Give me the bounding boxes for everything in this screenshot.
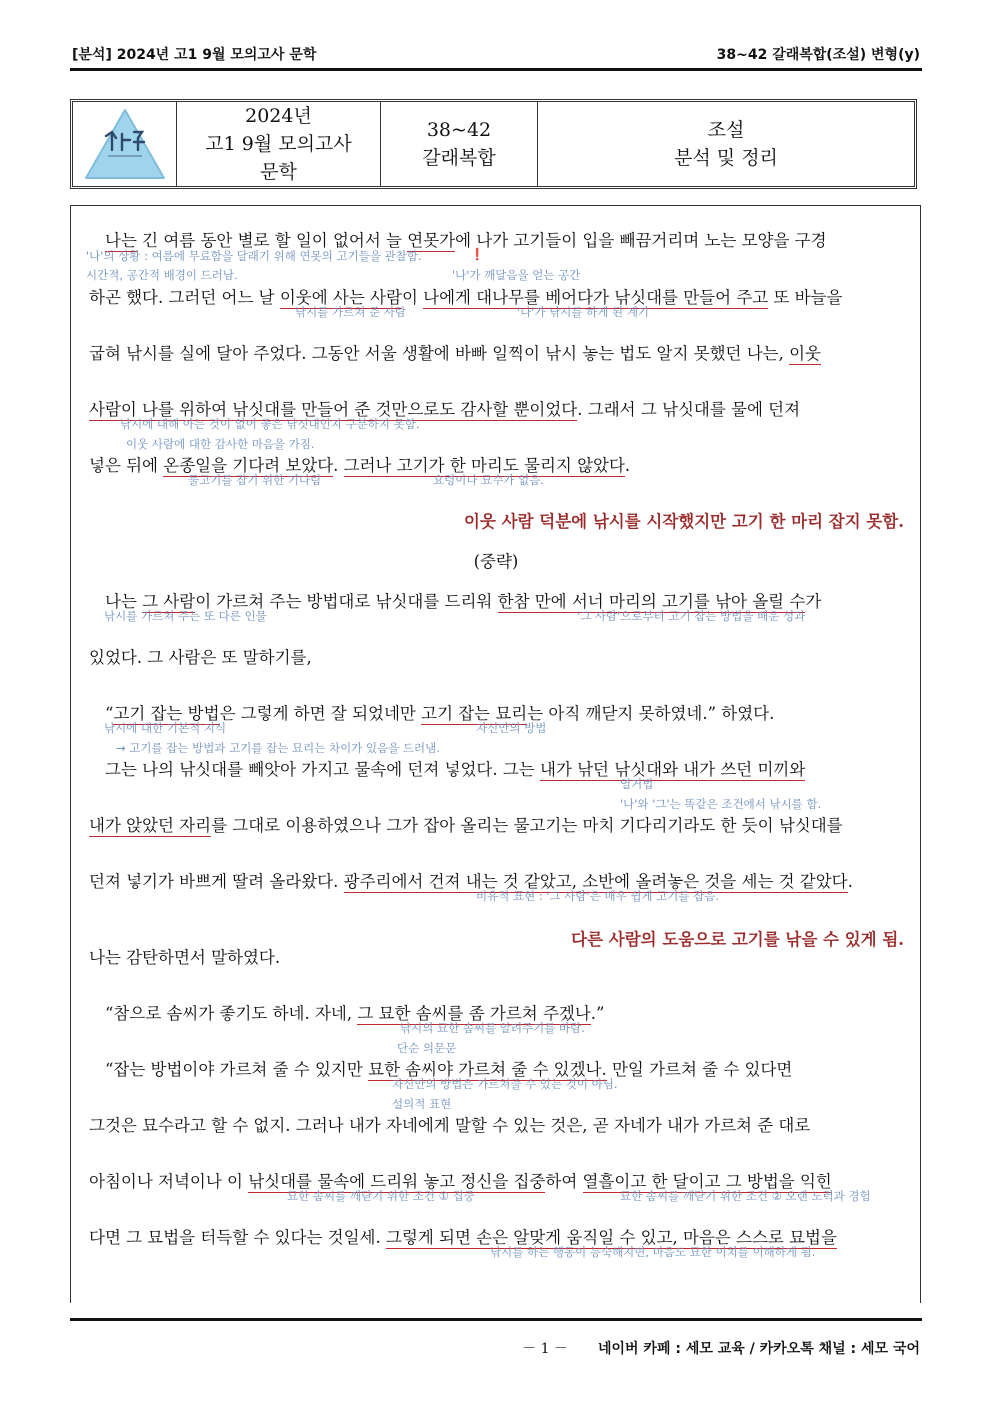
note-18: 낚시의 묘한 솜씨를 알려주기를 바람. [400,1021,585,1035]
note-17: 비유적 표현 : '그 사람'은 매우 쉽게 고기를 잡음. [476,889,720,903]
passage-line-16: 아침이나 저녁이나 이 낚싯대를 물속에 드리워 놓고 정신을 집중하여 열흘이고 한 달이고 그 방법을 익힌 [89,1172,832,1191]
note-8: 물고기를 잡기 위한 기다림 [188,473,322,487]
page-number: － 1 － [522,1341,568,1357]
note-21: 설의적 표현 [392,1097,452,1111]
note-1-mark: ❗ [470,247,485,261]
header-right: 38~42 갈래복합(조설) 변형(y) [716,47,920,63]
passage-line-15: 그것은 묘수라고 할 수 없지. 그러나 내가 자네에게 말할 수 있는 것은, 곧 자네가 내가 가르쳐 준 대로 [89,1116,811,1135]
footer-rule [70,1318,922,1321]
note-14: → 고기를 잡는 방법과 고기를 잡는 묘리는 차이가 있음을 드러냄. [116,741,440,755]
summary-1: 이웃 사람 덕분에 낚시를 시작했지만 고기 한 마리 잡지 못함. [464,512,904,531]
note-10: 낚시를 가르쳐 주는 또 다른 인물 [104,609,267,623]
exam-name: 고1 9월 모의고사 [205,133,352,155]
note-24: 낚시를 하는 행동이 능숙해지면, 마음도 묘한 이치를 이해하게 됨. [490,1245,816,1259]
exam-year: 2024년 [245,105,312,127]
passage-line-8: “고기 잡는 방법은 그렇게 하면 잘 되었네만 고기 잡는 묘리는 아직 깨닫지 못하였네.” 하였다. [105,704,775,723]
passage-line-13: “참으로 솜씨가 좋기도 하네. 자네, 그 묘한 솜씨를 좀 가르쳐 주겠나.” [105,1004,605,1023]
note-4: 낚시를 가르쳐 준 사람 [295,305,406,319]
note-9: 요령이나 묘수가 없음. [433,473,544,487]
topic-subtitle: 분석 및 정리 [674,147,778,169]
logo-cell [73,102,177,186]
footer-channel: 네이버 카페 : 세모 교육 / 카카오톡 채널 : 세모 국어 [597,1341,920,1357]
section-type: 갈래복합 [422,147,496,169]
note-6: 낚시에 대해 아는 것이 없어 좋은 낚싯대인지 구분하지 못함. [120,417,420,431]
note-16: '나'와 '그'는 똑같은 조건에서 낚시를 함. [620,797,822,811]
note-3: '나'가 깨달음을 얻는 공간 [452,268,581,282]
note-22: 묘한 솜씨를 깨닫기 위한 조건 ① 집중 [287,1189,475,1203]
note-15: 열거법 [620,777,654,791]
passage-line-14: “잡는 방법이야 가르쳐 줄 수 있지만 묘한 솜씨야 가르쳐 줄 수 있겠나. 만일 가르쳐 줄 수 있다면 [105,1060,793,1079]
note-12: 낚시에 대한 기본적 지식 [104,721,227,735]
note-11: '그 사람'으로부터 고기 잡는 방법을 배운 성과 [577,609,806,623]
section-cell [381,102,538,186]
exam-cell [177,102,381,186]
passage-line-17: 다면 그 묘법을 터득할 수 있다는 것일세. 그렇게 되면 손은 알맞게 움직일 수 있고, 마음은 스스로 묘법을 [89,1228,837,1247]
passage-line-12: 나는 감탄하면서 말하였다. [89,948,281,967]
summary-2: 다른 사람의 도움으로 고기를 낚을 수 있게 됨. [571,930,904,949]
exam-subject: 문학 [260,161,297,183]
passage-line-5: 넣은 뒤에 온종일을 기다려 보았다. 그러나 고기가 한 마리도 물리지 않았다. [89,456,631,475]
note-1: '나'의 상황 : 여름에 무료함을 달래기 위해 연못의 고기들을 관찰함. [86,249,422,263]
passage-line-4: 사람이 나를 위하여 낚싯대를 만들어 준 것만으로도 감사할 뿐이었다. 그래서 그 낚싯대를 물에 던져 [89,400,801,419]
header-left: [분석] 2024년 고1 9월 모의고사 문학 [72,47,317,63]
passage-line-2: 하곤 했다. 그러던 어느 날 이웃에 사는 사람이 나에게 대나무를 베어다가 낚싯대를 만들어 주고 또 바늘을 [89,288,843,307]
section-range: 38~42 [426,119,492,141]
note-20: 자신만의 방법은 가르쳐줄 수 있는 것이 아님. [392,1077,618,1091]
note-7: 이웃 사람에 대한 감사한 마음을 가짐. [126,437,315,451]
header-rule [70,68,922,71]
omission-marker: (중략) [473,552,519,571]
topic-title: 조설 [707,119,745,141]
note-19: 단순 의문문 [397,1041,457,1055]
passage-line-7: 있었다. 그 사람은 또 말하기를, [89,648,312,667]
passage-line-6: 나는 그 사람이 가르쳐 주는 방법대로 낚싯대를 드리워 한참 만에 서너 마리의 고기를 낚아 올릴 수가 [105,592,822,611]
passage-line-9: 그는 나의 낚싯대를 빼앗아 가지고 물속에 던져 넣었다. 그는 내가 낚던 낚싯대와 내가 쓰던 미끼와 [105,760,806,779]
footer [522,1338,920,1358]
note-13: 자신만의 방법 [476,721,547,735]
topic-cell [538,102,914,186]
passage-line-3: 굽혀 낚시를 실에 달아 주었다. 그동안 서울 생활에 바빠 일찍이 낚시 놓는 법도 알지 못했던 나는, 이웃 [89,344,821,363]
title-table [70,99,917,189]
note-2: 시간적, 공간적 배경이 드러남. [86,268,238,282]
passage-line-1: 나는 긴 여름 동안 별로 할 일이 없어서 늘 연못가에 나가 고기들이 입을 빼끔거리며 노는 모양을 구경 [105,231,827,250]
semo-logo-icon [82,106,168,182]
passage-line-11: 던져 넣기가 바쁘게 딸려 올라왔다. 광주리에서 건져 내는 것 같았고, 소반에 올려놓은 것을 세는 것 같았다. [89,872,853,891]
note-23: 묘한 솜씨를 깨닫기 위한 조건 ② 오랜 노력과 경험 [620,1189,871,1203]
note-5: '나'가 낚시를 하게 된 계기 [517,305,650,319]
passage-line-10: 내가 앉았던 자리를 그대로 이용하였으나 그가 잡아 올리는 물고기는 마치 기다리기라도 한 듯이 낚싯대를 [89,816,843,835]
